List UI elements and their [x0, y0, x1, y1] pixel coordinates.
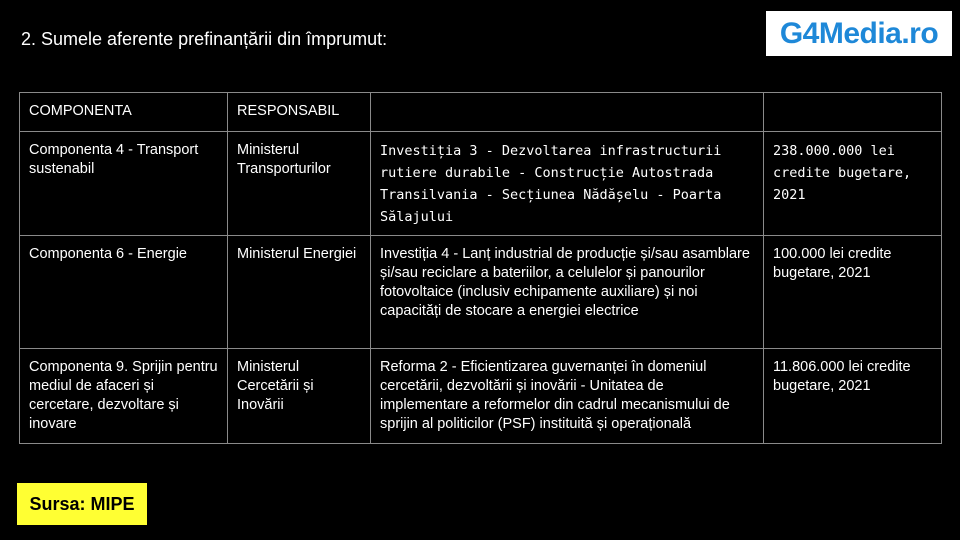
header-amount [764, 93, 942, 132]
table-header-row [20, 93, 942, 132]
cell-description: Reforma 2 - Eficientizarea guvernanței în domeniul cercetării, dezvoltării și inovării - Unitatea de implementare a reformelor din cadrul mecanismului de sprijin al politicilor (PSF) instituită și operațională [371, 349, 764, 444]
source-label: Sursa: MIPE [29, 493, 135, 514]
table-row [20, 349, 942, 444]
header-description [371, 93, 764, 132]
cell-amount: 238.000.000 lei credite bugetare, 2021 [764, 132, 942, 236]
page-title: 2. Sumele aferente prefinanțării din împrumut: [21, 29, 388, 49]
g4media-logo [766, 11, 952, 56]
cell-responsabil: Ministerul Cercetării și Inovării [228, 349, 371, 444]
cell-componenta: Componenta 9. Sprijin pentru mediul de afaceri și cercetare, dezvoltare și inovare [20, 349, 228, 444]
cell-componenta: Componenta 6 - Energie [20, 236, 228, 349]
cell-componenta: Componenta 4 - Transport sustenabil [20, 132, 228, 236]
cell-amount: 100.000 lei credite bugetare, 2021 [764, 236, 942, 349]
table-row [20, 236, 942, 349]
funding-table [19, 92, 942, 444]
logo-text: G4Media.ro [779, 16, 939, 50]
cell-responsabil: Ministerul Energiei [228, 236, 371, 349]
source-badge [17, 483, 147, 525]
table-row [20, 132, 942, 236]
cell-responsabil: Ministerul Transporturilor [228, 132, 371, 236]
cell-amount: 11.806.000 lei credite bugetare, 2021 [764, 349, 942, 444]
cell-description: Investiția 3 - Dezvoltarea infrastructurii rutiere durabile - Construcție Autostrada Transilvania - Secțiunea Nădășelu - Poarta Sălajului [371, 132, 764, 236]
header-componenta: COMPONENTA [20, 93, 228, 132]
header-responsabil: RESPONSABIL [228, 93, 371, 132]
cell-description: Investiția 4 - Lanț industrial de producție și/sau asamblare și/sau reciclare a bateriilor, a celulelor și panourilor fotovoltaice (inclusiv echipamente auxiliare) și noi capacități de stocare a energiei electrice [371, 236, 764, 349]
